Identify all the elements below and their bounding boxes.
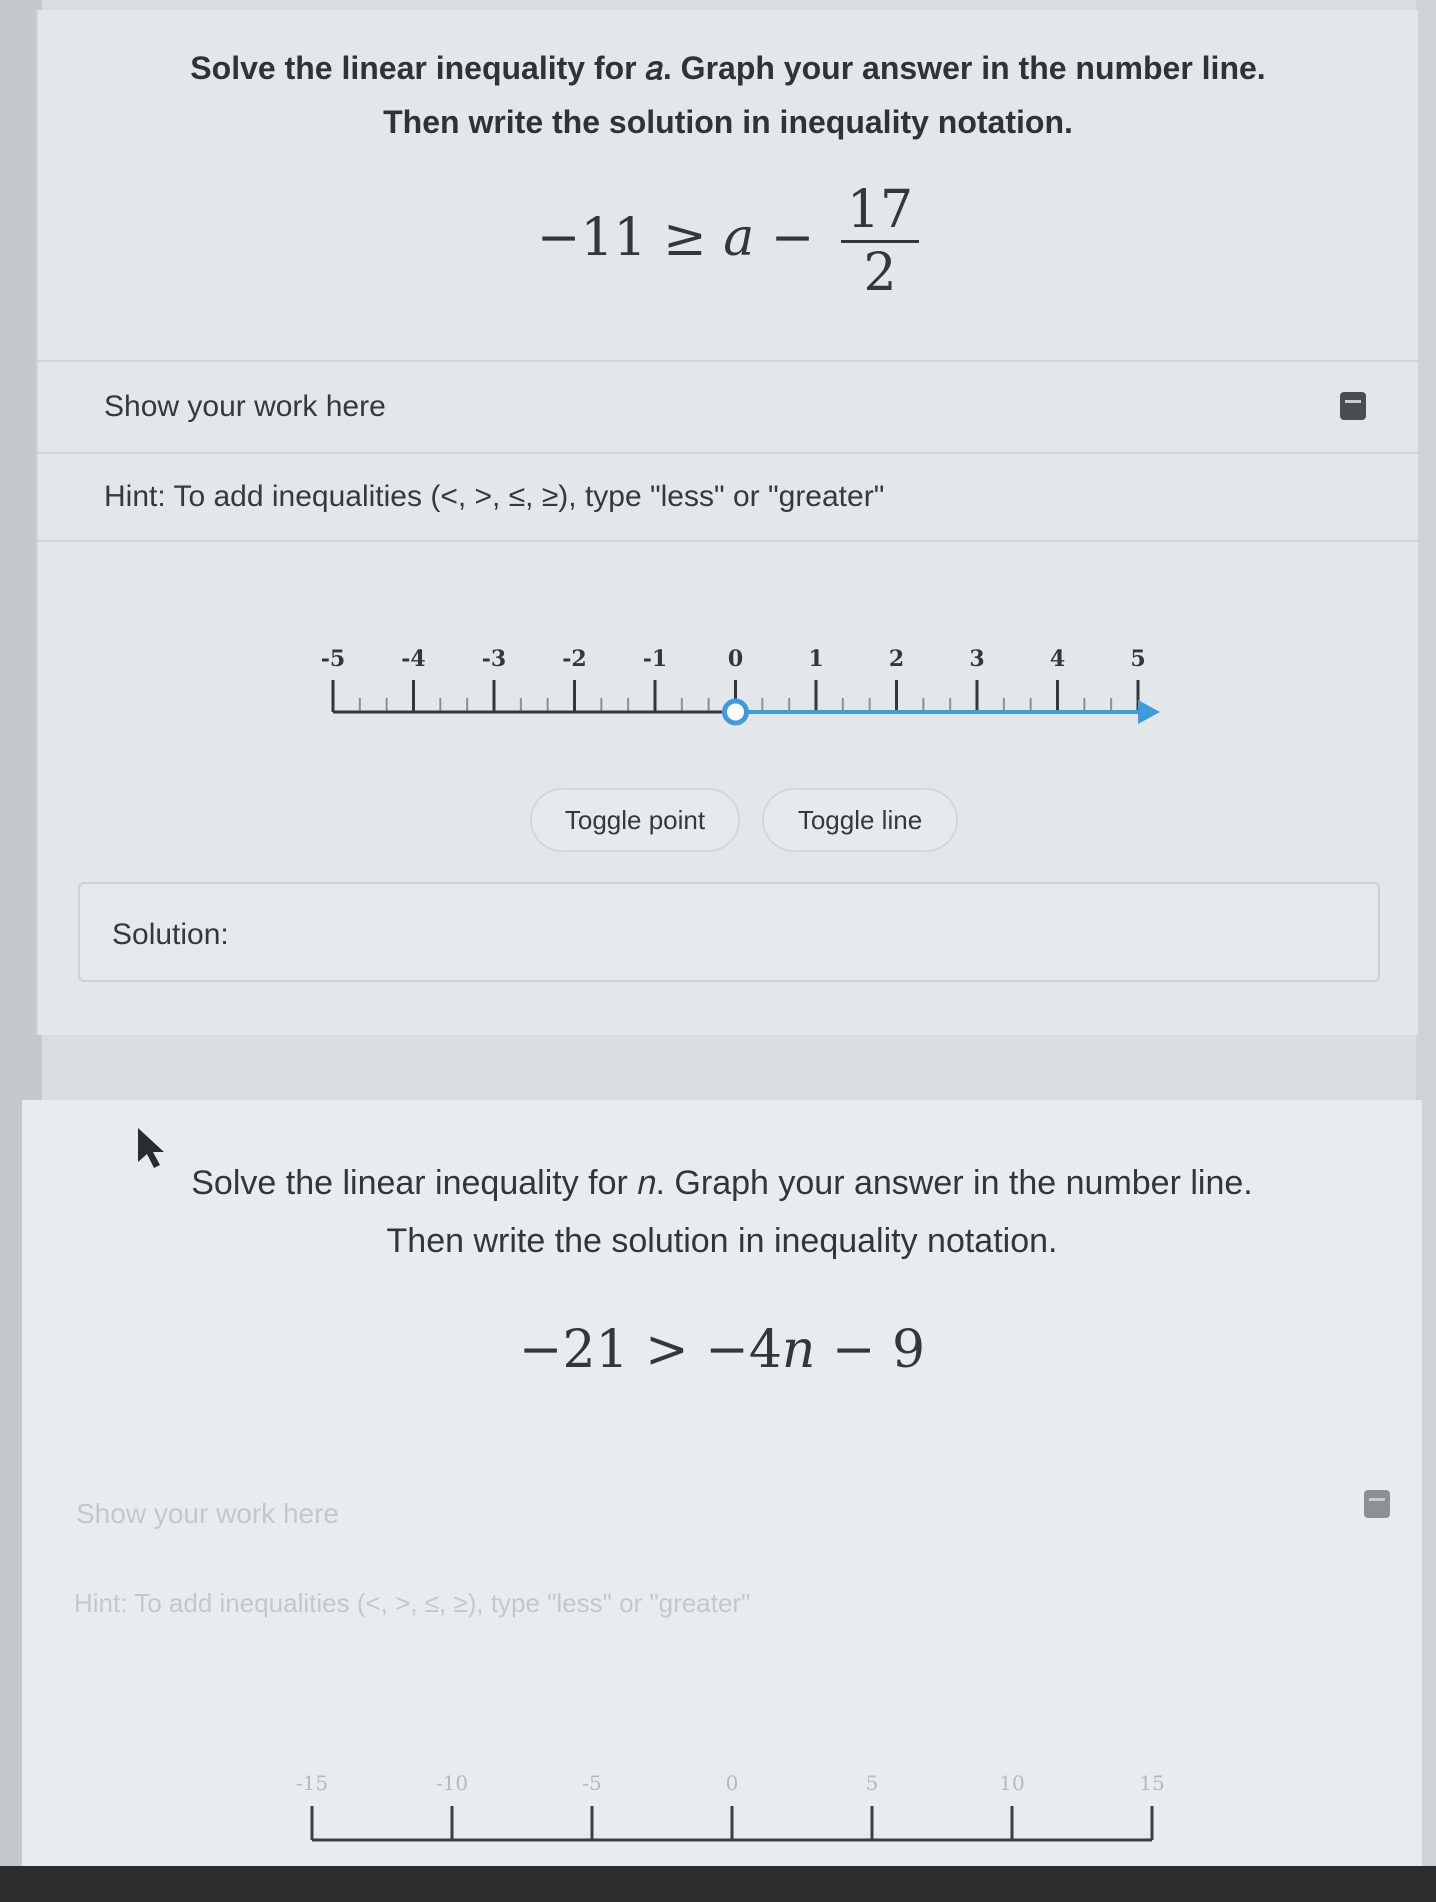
- tick-label: 3: [969, 646, 985, 672]
- problem-2-hint: Hint: To add inequalities (<, >, ≤, ≥), type "less" or "greater": [74, 1588, 751, 1618]
- hint-text: Hint: To add inequalities (<, >, ≤, ≥), type "less" or "greater": [104, 480, 885, 513]
- tick-label: 1: [808, 646, 824, 672]
- problem-2-card: [22, 1100, 1422, 1880]
- problem-2-title-line-2: Then write the solution in inequality notation.: [386, 1222, 1058, 1260]
- tick-label: 10: [999, 1771, 1025, 1795]
- solution-label: Solution:: [112, 918, 229, 951]
- toggle-point-button[interactable]: Toggle point: [530, 788, 740, 852]
- show-work-label: Show your work here: [104, 390, 386, 423]
- number-line-2[interactable]: [22, 1100, 1422, 1880]
- tick-label: 0: [727, 646, 744, 672]
- tick-label: -10: [435, 1771, 469, 1795]
- toggle-line-button[interactable]: Toggle line: [762, 788, 958, 852]
- problem-2-title-line-1: Solve the linear inequality for 𝑛. Graph your answer in the number line.: [191, 1164, 1253, 1202]
- ray-arrow-head[interactable]: [1138, 700, 1160, 724]
- equation-left: −11 ≥: [536, 208, 724, 268]
- fraction-denominator: 2: [863, 243, 897, 303]
- solution-input[interactable]: [78, 882, 1380, 982]
- problem-1-title-line-2: Then write the solution in inequality notation.: [383, 104, 1073, 140]
- tick-label: 4: [1049, 646, 1066, 672]
- problem-1-card: [36, 10, 1418, 1035]
- problem-2-equation: −21 > −4𝑛 − 9: [518, 1320, 926, 1380]
- tick-label: -5: [582, 1771, 602, 1795]
- number-line-1[interactable]: [38, 10, 1418, 730]
- tick-label: 15: [1139, 1771, 1165, 1795]
- tick-label: 5: [865, 1771, 879, 1795]
- tick-label: 0: [725, 1771, 739, 1795]
- tick-label: -15: [295, 1771, 329, 1795]
- equation-operator: −: [754, 208, 831, 268]
- tick-label: -1: [642, 646, 668, 672]
- tick-label: -3: [481, 646, 507, 672]
- tick-label: 2: [888, 646, 905, 672]
- open-point[interactable]: [725, 701, 747, 723]
- tick-label: -2: [562, 646, 587, 672]
- screen-bottom-bezel: [0, 1866, 1436, 1902]
- mouse-cursor-icon: [136, 1126, 166, 1170]
- problem-1-title-line-1: Solve the linear inequality for 𝑎. Graph your answer in the number line.: [190, 50, 1266, 86]
- tick-label: 5: [1130, 646, 1146, 672]
- tick-label: -4: [401, 646, 426, 672]
- equation-variable: a: [723, 208, 755, 268]
- problem-2-work-label[interactable]: Show your work here: [76, 1498, 340, 1529]
- tick-label: -5: [320, 646, 346, 672]
- fraction-numerator: 17: [841, 180, 919, 243]
